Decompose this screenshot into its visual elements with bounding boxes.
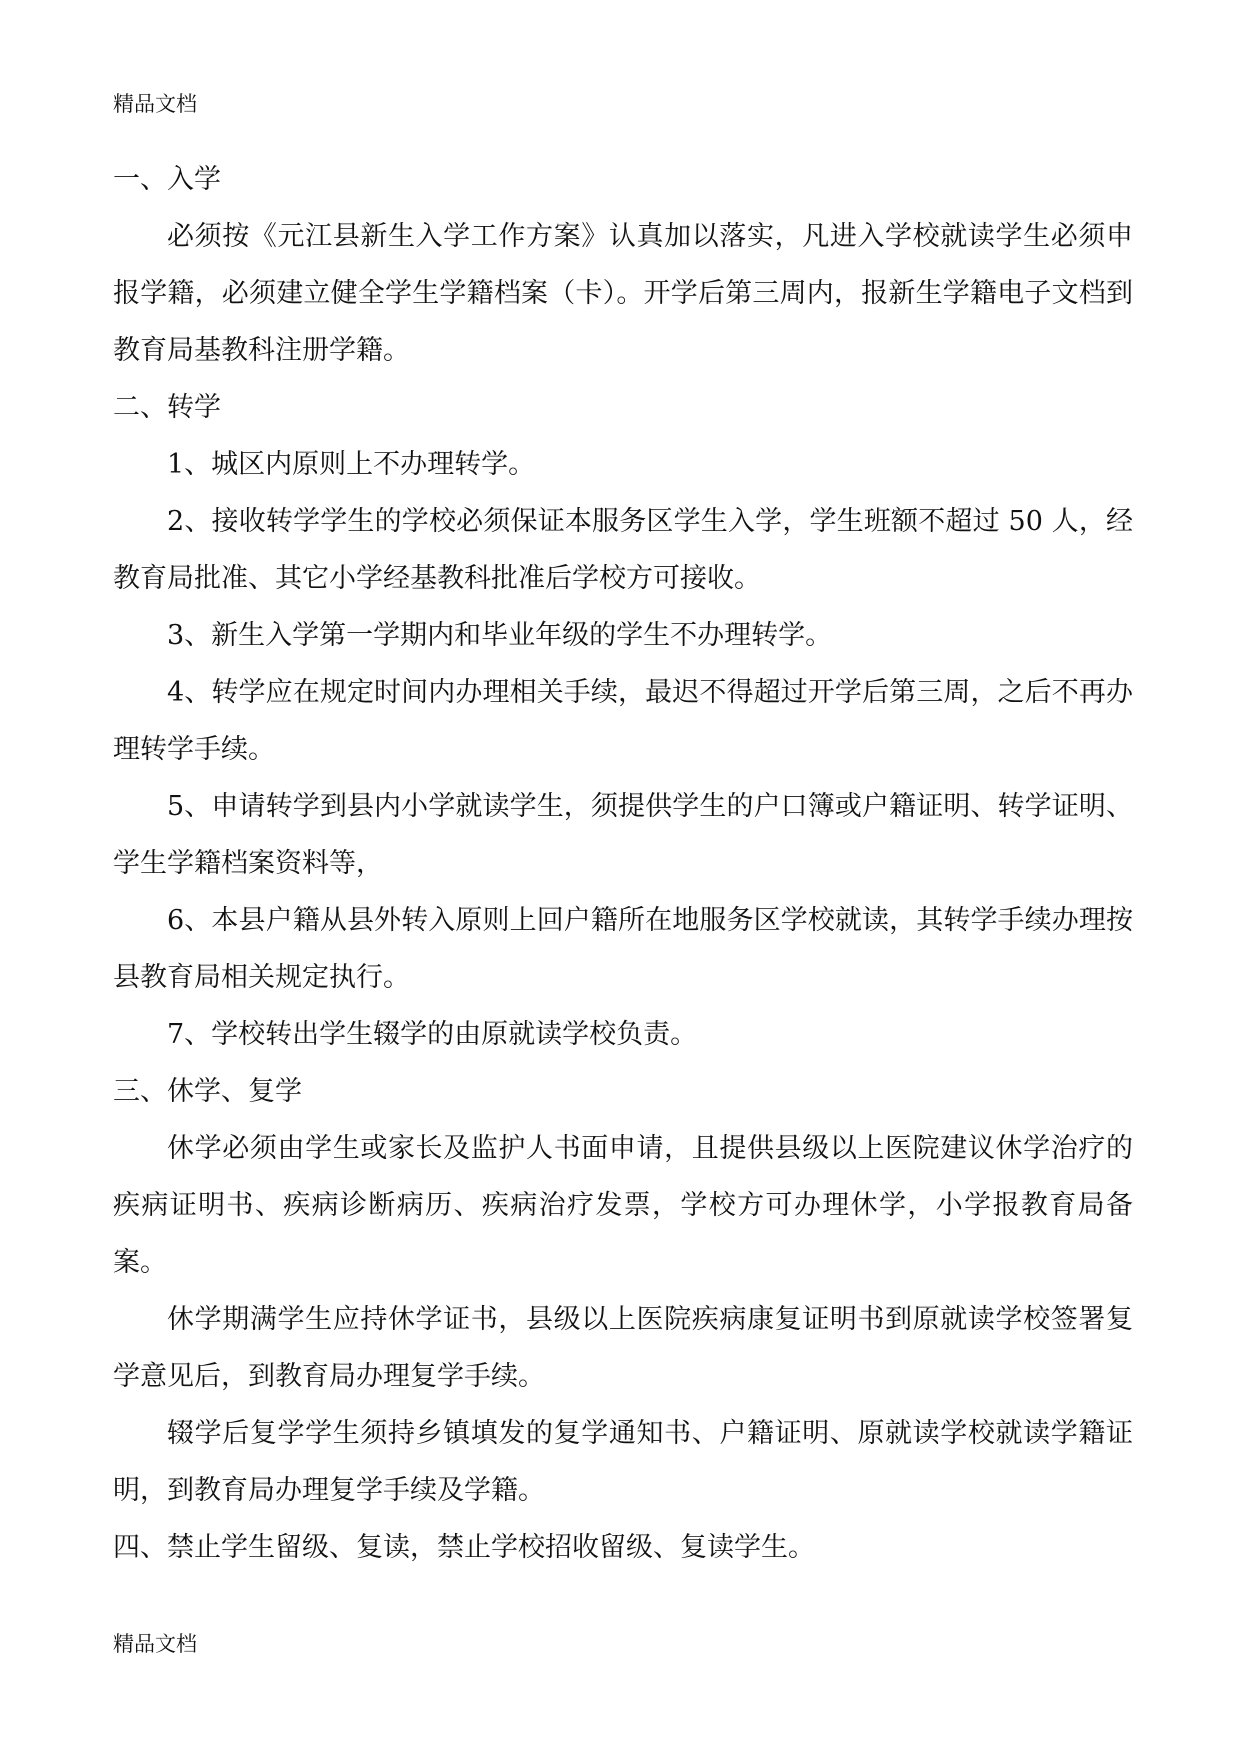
list-item: 6、本县户籍从县外转入原则上回户籍所在地服务区学校就读，其转学手续办理按县教育局相关规定执行。: [113, 905, 1133, 993]
list-item: 3、新生入学第一学期内和毕业年级的学生不办理转学。: [167, 620, 833, 651]
paragraph: 辍学后复学学生须持乡镇填发的复学通知书、户籍证明、原就读学校就读学籍证明，到教育局办理复学手续及学籍。: [113, 1418, 1133, 1506]
section-heading-transfer: 二、转学: [113, 392, 221, 423]
page-header: 精品文档: [113, 92, 197, 116]
section-heading-enrollment: 一、入学: [113, 164, 221, 195]
list-item: 2、接收转学学生的学校必须保证本服务区学生入学，学生班额不超过 50 人，经教育局批准、其它小学经基教科批准后学校方可接收。: [113, 506, 1133, 594]
paragraph: 必须按《元江县新生入学工作方案》认真加以落实，凡进入学校就读学生必须申报学籍，必须建立健全学生学籍档案（卡）。开学后第三周内，报新生学籍电子文档到教育局基教科注册学籍。: [113, 221, 1133, 366]
list-item: 5、申请转学到县内小学就读学生，须提供学生的户口簿或户籍证明、转学证明、学生学籍档案资料等，: [113, 791, 1133, 879]
section-heading-repeat: 四、禁止学生留级、复读，禁止学校招收留级、复读学生。: [113, 1532, 815, 1563]
paragraph: 休学期满学生应持休学证书，县级以上医院疾病康复证明书到原就读学校签署复学意见后，到教育局办理复学手续。: [113, 1304, 1133, 1392]
document-body: [113, 151, 1133, 1576]
page-footer: 精品文档: [113, 1632, 197, 1656]
section-heading-suspension: 三、休学、复学: [113, 1076, 302, 1107]
list-item: 7、学校转出学生辍学的由原就读学校负责。: [167, 1019, 698, 1050]
paragraph: 休学必须由学生或家长及监护人书面申请，且提供县级以上医院建议休学治疗的疾病证明书、疾病诊断病历、疾病治疗发票，学校方可办理休学，小学报教育局备案。: [113, 1133, 1133, 1278]
list-item: 1、城区内原则上不办理转学。: [167, 449, 536, 480]
list-item: 4、转学应在规定时间内办理相关手续，最迟不得超过开学后第三周，之后不再办理转学手续。: [113, 677, 1133, 765]
